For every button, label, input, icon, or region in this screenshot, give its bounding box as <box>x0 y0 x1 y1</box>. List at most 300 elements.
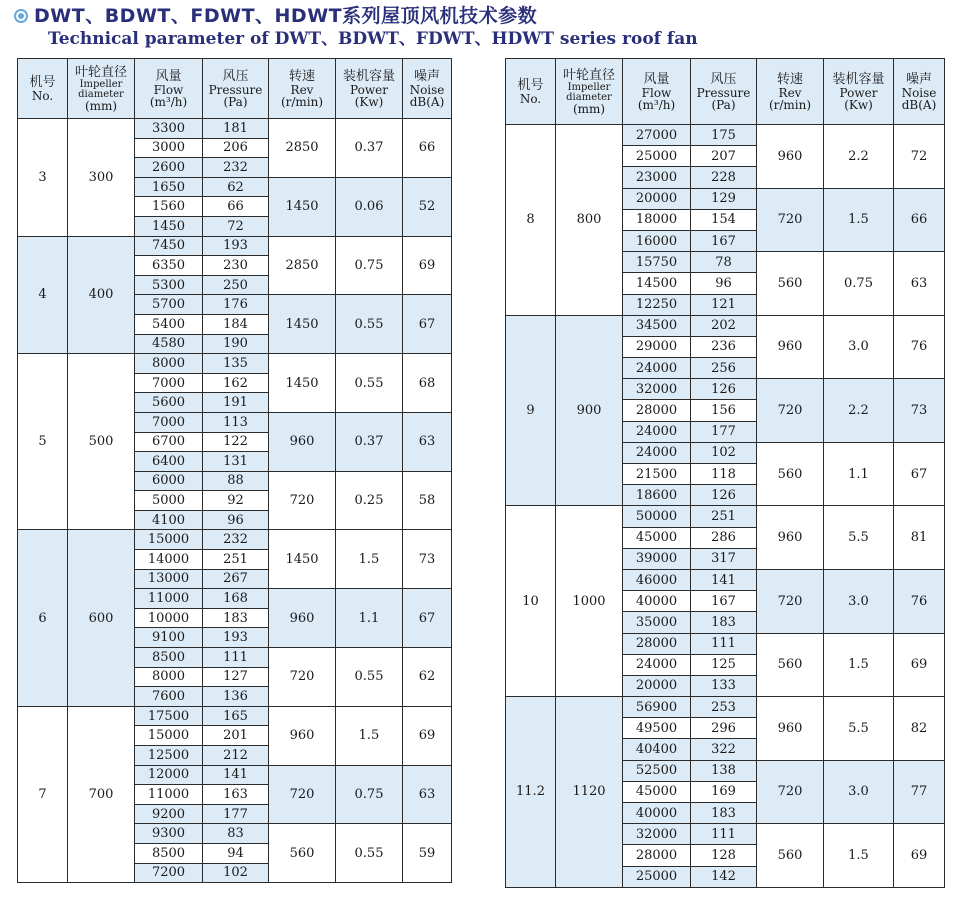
header-noise-cn: 噪声 <box>905 72 932 87</box>
flow-cell: 7450 <box>135 236 203 256</box>
pressure-cell: 133 <box>691 675 757 696</box>
pressure-cell: 251 <box>203 550 269 570</box>
pressure-cell: 163 <box>203 785 269 805</box>
pressure-cell: 176 <box>203 295 269 315</box>
pressure-cell: 253 <box>691 697 757 718</box>
header-diameter <box>556 59 623 125</box>
pressure-cell: 168 <box>203 589 269 609</box>
model-no-cell: 9 <box>506 315 556 506</box>
flow-cell: 12000 <box>135 765 203 785</box>
noise-cell: 52 <box>403 177 452 236</box>
flow-cell: 8500 <box>135 843 203 863</box>
header-pressure-unit: (Pa) <box>711 98 736 112</box>
pressure-cell: 236 <box>691 336 757 357</box>
pressure-cell: 142 <box>691 866 757 887</box>
table-header <box>506 59 945 125</box>
spec-table-right <box>505 58 945 888</box>
header-flow-cn: 风量 <box>643 72 670 87</box>
header-diameter-cn: 叶轮直径 <box>74 65 127 80</box>
pressure-cell: 102 <box>691 442 757 463</box>
pressure-cell: 183 <box>691 803 757 824</box>
power-cell: 0.75 <box>336 236 403 295</box>
flow-cell: 5300 <box>135 275 203 295</box>
header-rev-cn: 转速 <box>288 69 315 84</box>
flow-cell: 9300 <box>135 824 203 844</box>
noise-cell: 77 <box>894 760 945 824</box>
header-flow-en: Flow <box>153 83 184 97</box>
flow-cell: 24000 <box>623 442 691 463</box>
header-power-unit: (Kw) <box>354 95 384 109</box>
flow-cell: 25000 <box>623 146 691 167</box>
noise-cell: 63 <box>403 412 452 471</box>
flow-cell: 52500 <box>623 760 691 781</box>
header-noise-unit: dB(A) <box>901 98 937 112</box>
flow-cell: 25000 <box>623 866 691 887</box>
table-row <box>506 125 945 146</box>
power-cell: 1.1 <box>336 589 403 648</box>
header-diameter-cn: 叶轮直径 <box>562 68 615 83</box>
header-no <box>18 59 68 119</box>
flow-cell: 40400 <box>623 739 691 760</box>
pressure-cell: 228 <box>691 167 757 188</box>
rev-cell: 960 <box>757 697 824 761</box>
flow-cell: 24000 <box>623 421 691 442</box>
impeller-diameter-cell: 600 <box>68 530 135 706</box>
table-header <box>18 59 452 119</box>
table-row <box>18 706 452 726</box>
header-noise-cn: 噪声 <box>413 69 440 84</box>
model-no-cell: 7 <box>18 706 68 882</box>
header-pressure <box>691 59 757 125</box>
noise-cell: 76 <box>894 569 945 633</box>
header-pressure-unit: (Pa) <box>223 95 248 109</box>
pressure-cell: 141 <box>691 569 757 590</box>
flow-cell: 5000 <box>135 491 203 511</box>
pressure-cell: 111 <box>203 648 269 668</box>
pressure-cell: 296 <box>691 718 757 739</box>
header-noise-en: Noise <box>409 83 445 97</box>
header-rev-en: Rev <box>778 86 802 100</box>
rev-cell: 2850 <box>269 119 336 178</box>
flow-cell: 9200 <box>135 804 203 824</box>
pressure-cell: 125 <box>691 654 757 675</box>
pressure-cell: 66 <box>203 197 269 217</box>
flow-cell: 8500 <box>135 648 203 668</box>
flow-cell: 7000 <box>135 412 203 432</box>
flow-cell: 7600 <box>135 687 203 707</box>
flow-cell: 40000 <box>623 591 691 612</box>
noise-cell: 72 <box>894 125 945 189</box>
header-rev-en: Rev <box>290 83 314 97</box>
flow-cell: 49500 <box>623 718 691 739</box>
noise-cell: 67 <box>403 589 452 648</box>
model-no-cell: 10 <box>506 506 556 697</box>
pressure-cell: 183 <box>691 612 757 633</box>
flow-cell: 2600 <box>135 158 203 178</box>
impeller-diameter-cell: 400 <box>68 236 135 354</box>
flow-cell: 12250 <box>623 294 691 315</box>
noise-cell: 67 <box>894 442 945 506</box>
noise-cell: 66 <box>894 188 945 252</box>
header-flow-cn: 风量 <box>155 69 182 84</box>
flow-cell: 21500 <box>623 464 691 485</box>
impeller-diameter-cell: 1120 <box>556 697 623 888</box>
impeller-diameter-cell: 800 <box>556 125 623 316</box>
header-noise <box>403 59 452 119</box>
flow-cell: 10000 <box>135 608 203 628</box>
noise-cell: 59 <box>403 824 452 883</box>
pressure-cell: 136 <box>203 687 269 707</box>
flow-cell: 45000 <box>623 527 691 548</box>
power-cell: 0.06 <box>336 177 403 236</box>
flow-cell: 20000 <box>623 188 691 209</box>
header-noise-unit: dB(A) <box>409 95 445 109</box>
model-no-cell: 6 <box>18 530 68 706</box>
header-pressure-en: Pressure <box>696 86 751 100</box>
flow-cell: 6350 <box>135 256 203 276</box>
noise-cell: 69 <box>894 824 945 888</box>
pressure-cell: 267 <box>203 569 269 589</box>
pressure-cell: 111 <box>691 633 757 654</box>
rev-cell: 560 <box>269 824 336 883</box>
pressure-cell: 121 <box>691 294 757 315</box>
title-en: Technical parameter of DWT、BDWT、FDWT、HDWT series roof fan <box>48 29 698 49</box>
header-flow <box>135 59 203 119</box>
pressure-cell: 207 <box>691 146 757 167</box>
power-cell: 5.5 <box>824 697 894 761</box>
flow-cell: 50000 <box>623 506 691 527</box>
power-cell: 3.0 <box>824 760 894 824</box>
header-row <box>18 59 452 119</box>
header-diameter-en2: diameter <box>78 89 124 100</box>
pressure-cell: 230 <box>203 256 269 276</box>
noise-cell: 73 <box>403 530 452 589</box>
flow-cell: 6000 <box>135 471 203 491</box>
rev-cell: 560 <box>757 633 824 697</box>
noise-cell: 68 <box>403 354 452 413</box>
header-pressure <box>203 59 269 119</box>
header-power-en: Power <box>350 83 388 97</box>
header-diameter-unit: (mm) <box>84 99 118 113</box>
flow-cell: 3000 <box>135 138 203 158</box>
power-cell: 1.5 <box>824 824 894 888</box>
pressure-cell: 92 <box>203 491 269 511</box>
flow-cell: 28000 <box>623 633 691 654</box>
power-cell: 0.75 <box>824 252 894 316</box>
header-no-cn: 机号 <box>517 78 544 93</box>
flow-cell: 6400 <box>135 452 203 472</box>
header-rev <box>269 59 336 119</box>
noise-cell: 81 <box>894 506 945 570</box>
rev-cell: 720 <box>757 188 824 252</box>
flow-cell: 32000 <box>623 824 691 845</box>
header-noise-en: Noise <box>901 86 937 100</box>
pressure-cell: 175 <box>691 125 757 146</box>
pressure-cell: 127 <box>203 667 269 687</box>
flow-cell: 11000 <box>135 785 203 805</box>
noise-cell: 69 <box>894 633 945 697</box>
pressure-cell: 232 <box>203 158 269 178</box>
pressure-cell: 96 <box>691 273 757 294</box>
pressure-cell: 96 <box>203 510 269 530</box>
model-no-cell: 11.2 <box>506 697 556 888</box>
flow-cell: 1560 <box>135 197 203 217</box>
flow-cell: 14500 <box>623 273 691 294</box>
header-diameter <box>68 59 135 119</box>
flow-cell: 15000 <box>135 530 203 550</box>
flow-cell: 4100 <box>135 510 203 530</box>
flow-cell: 6700 <box>135 432 203 452</box>
impeller-diameter-cell: 900 <box>556 315 623 506</box>
table-row <box>18 354 452 374</box>
header-pressure-en: Pressure <box>208 83 263 97</box>
spec-table-left <box>17 58 452 883</box>
flow-cell: 18600 <box>623 485 691 506</box>
rev-cell: 960 <box>269 412 336 471</box>
pressure-cell: 78 <box>691 252 757 273</box>
impeller-diameter-cell: 1000 <box>556 506 623 697</box>
pressure-cell: 122 <box>203 432 269 452</box>
table-row <box>506 315 945 336</box>
rev-cell: 720 <box>757 760 824 824</box>
title-cn-line <box>14 4 698 28</box>
header-power-cn: 装机容量 <box>832 72 885 87</box>
flow-cell: 8000 <box>135 354 203 374</box>
rev-cell: 960 <box>269 706 336 765</box>
flow-cell: 14000 <box>135 550 203 570</box>
power-cell: 2.2 <box>824 125 894 189</box>
flow-cell: 18000 <box>623 209 691 230</box>
title-cn: DWT、BDWT、FDWT、HDWT系列屋顶风机技术参数 <box>34 5 538 27</box>
pressure-cell: 165 <box>203 706 269 726</box>
pressure-cell: 286 <box>691 527 757 548</box>
noise-cell: 76 <box>894 315 945 379</box>
header-power <box>336 59 403 119</box>
pressure-cell: 232 <box>203 530 269 550</box>
flow-cell: 32000 <box>623 379 691 400</box>
rev-cell: 960 <box>269 589 336 648</box>
header-no-en: No. <box>519 92 542 106</box>
power-cell: 1.5 <box>336 706 403 765</box>
header-no <box>506 59 556 125</box>
pressure-cell: 250 <box>203 275 269 295</box>
pressure-cell: 126 <box>691 485 757 506</box>
power-cell: 1.1 <box>824 442 894 506</box>
pressure-cell: 126 <box>691 379 757 400</box>
power-cell: 3.0 <box>824 569 894 633</box>
pressure-cell: 141 <box>203 765 269 785</box>
impeller-diameter-cell: 700 <box>68 706 135 882</box>
power-cell: 0.55 <box>336 354 403 413</box>
noise-cell: 69 <box>403 706 452 765</box>
flow-cell: 24000 <box>623 654 691 675</box>
flow-cell: 3300 <box>135 119 203 139</box>
pressure-cell: 190 <box>203 334 269 354</box>
header-rev <box>757 59 824 125</box>
flow-cell: 7200 <box>135 863 203 883</box>
table-row <box>506 697 945 718</box>
power-cell: 5.5 <box>824 506 894 570</box>
impeller-diameter-cell: 500 <box>68 354 135 530</box>
flow-cell: 5400 <box>135 314 203 334</box>
pressure-cell: 154 <box>691 209 757 230</box>
power-cell: 0.25 <box>336 471 403 530</box>
pressure-cell: 193 <box>203 236 269 256</box>
header-no-en: No. <box>31 89 54 103</box>
flow-cell: 8000 <box>135 667 203 687</box>
flow-cell: 46000 <box>623 569 691 590</box>
flow-cell: 4580 <box>135 334 203 354</box>
flow-cell: 11000 <box>135 589 203 609</box>
noise-cell: 82 <box>894 697 945 761</box>
pressure-cell: 118 <box>691 464 757 485</box>
rev-cell: 720 <box>757 379 824 443</box>
flow-cell: 15750 <box>623 252 691 273</box>
pressure-cell: 129 <box>691 188 757 209</box>
noise-cell: 69 <box>403 236 452 295</box>
pressure-cell: 62 <box>203 177 269 197</box>
bullet-circle-icon <box>14 9 28 23</box>
header-power <box>824 59 894 125</box>
noise-cell: 66 <box>403 119 452 178</box>
pressure-cell: 156 <box>691 400 757 421</box>
header-pressure-cn: 风压 <box>710 72 737 87</box>
flow-cell: 5700 <box>135 295 203 315</box>
power-cell: 1.5 <box>336 530 403 589</box>
table-row <box>18 119 452 139</box>
header-flow-unit: (m³/h) <box>149 95 188 109</box>
flow-cell: 40000 <box>623 803 691 824</box>
flow-cell: 20000 <box>623 675 691 696</box>
rev-cell: 1450 <box>269 530 336 589</box>
model-no-cell: 4 <box>18 236 68 354</box>
pressure-cell: 72 <box>203 216 269 236</box>
power-cell: 0.37 <box>336 412 403 471</box>
flow-cell: 27000 <box>623 125 691 146</box>
rev-cell: 560 <box>757 442 824 506</box>
header-power-cn: 装机容量 <box>342 69 395 84</box>
noise-cell: 67 <box>403 295 452 354</box>
noise-cell: 73 <box>894 379 945 443</box>
rev-cell: 1450 <box>269 295 336 354</box>
pressure-cell: 184 <box>203 314 269 334</box>
table-row <box>18 530 452 550</box>
header-rev-unit: (r/min) <box>768 98 812 112</box>
header-pressure-cn: 风压 <box>222 69 249 84</box>
flow-cell: 35000 <box>623 612 691 633</box>
noise-cell: 58 <box>403 471 452 530</box>
flow-cell: 28000 <box>623 400 691 421</box>
noise-cell: 63 <box>403 765 452 824</box>
header-diameter-unit: (mm) <box>572 102 606 116</box>
rev-cell: 960 <box>757 315 824 379</box>
pressure-cell: 83 <box>203 824 269 844</box>
pressure-cell: 167 <box>691 230 757 251</box>
pressure-cell: 135 <box>203 354 269 374</box>
impeller-diameter-cell: 300 <box>68 119 135 237</box>
power-cell: 0.75 <box>336 765 403 824</box>
power-cell: 3.0 <box>824 315 894 379</box>
power-cell: 0.55 <box>336 824 403 883</box>
power-cell: 2.2 <box>824 379 894 443</box>
flow-cell: 45000 <box>623 781 691 802</box>
flow-cell: 9100 <box>135 628 203 648</box>
table-body <box>506 125 945 888</box>
pressure-cell: 102 <box>203 863 269 883</box>
flow-cell: 1450 <box>135 216 203 236</box>
model-no-cell: 8 <box>506 125 556 316</box>
header-diameter-en1: Impeller <box>79 79 123 90</box>
pressure-cell: 94 <box>203 843 269 863</box>
flow-cell: 23000 <box>623 167 691 188</box>
pressure-cell: 111 <box>691 824 757 845</box>
flow-cell: 13000 <box>135 569 203 589</box>
pressure-cell: 212 <box>203 746 269 766</box>
model-no-cell: 5 <box>18 354 68 530</box>
flow-cell: 34500 <box>623 315 691 336</box>
header-diameter-en1: Impeller <box>567 82 611 93</box>
header-flow-en: Flow <box>641 86 672 100</box>
header-flow <box>623 59 691 125</box>
pressure-cell: 322 <box>691 739 757 760</box>
rev-cell: 1450 <box>269 354 336 413</box>
pressure-cell: 113 <box>203 412 269 432</box>
flow-cell: 24000 <box>623 358 691 379</box>
pressure-cell: 201 <box>203 726 269 746</box>
pressure-cell: 162 <box>203 373 269 393</box>
header-diameter-en2: diameter <box>566 92 612 103</box>
pressure-cell: 181 <box>203 119 269 139</box>
rev-cell: 720 <box>757 569 824 633</box>
title-block <box>14 4 698 50</box>
flow-cell: 7000 <box>135 373 203 393</box>
pressure-cell: 131 <box>203 452 269 472</box>
header-no-cn: 机号 <box>29 75 56 90</box>
power-cell: 0.55 <box>336 648 403 707</box>
pressure-cell: 128 <box>691 845 757 866</box>
model-no-cell: 3 <box>18 119 68 237</box>
table-row <box>18 236 452 256</box>
rev-cell: 720 <box>269 648 336 707</box>
table-row <box>506 506 945 527</box>
flow-cell: 56900 <box>623 697 691 718</box>
flow-cell: 29000 <box>623 336 691 357</box>
header-noise <box>894 59 945 125</box>
header-power-unit: (Kw) <box>844 98 873 112</box>
header-power-en: Power <box>839 86 878 100</box>
pressure-cell: 193 <box>203 628 269 648</box>
pressure-cell: 191 <box>203 393 269 413</box>
noise-cell: 63 <box>894 252 945 316</box>
flow-cell: 39000 <box>623 548 691 569</box>
rev-cell: 2850 <box>269 236 336 295</box>
rev-cell: 560 <box>757 252 824 316</box>
table-body <box>18 119 452 883</box>
power-cell: 0.55 <box>336 295 403 354</box>
flow-cell: 17500 <box>135 706 203 726</box>
flow-cell: 5600 <box>135 393 203 413</box>
noise-cell: 62 <box>403 648 452 707</box>
header-rev-cn: 转速 <box>776 72 803 87</box>
rev-cell: 1450 <box>269 177 336 236</box>
power-cell: 0.37 <box>336 119 403 178</box>
flow-cell: 15000 <box>135 726 203 746</box>
power-cell: 1.5 <box>824 633 894 697</box>
rev-cell: 960 <box>757 125 824 189</box>
pressure-cell: 169 <box>691 781 757 802</box>
flow-cell: 12500 <box>135 746 203 766</box>
pressure-cell: 202 <box>691 315 757 336</box>
